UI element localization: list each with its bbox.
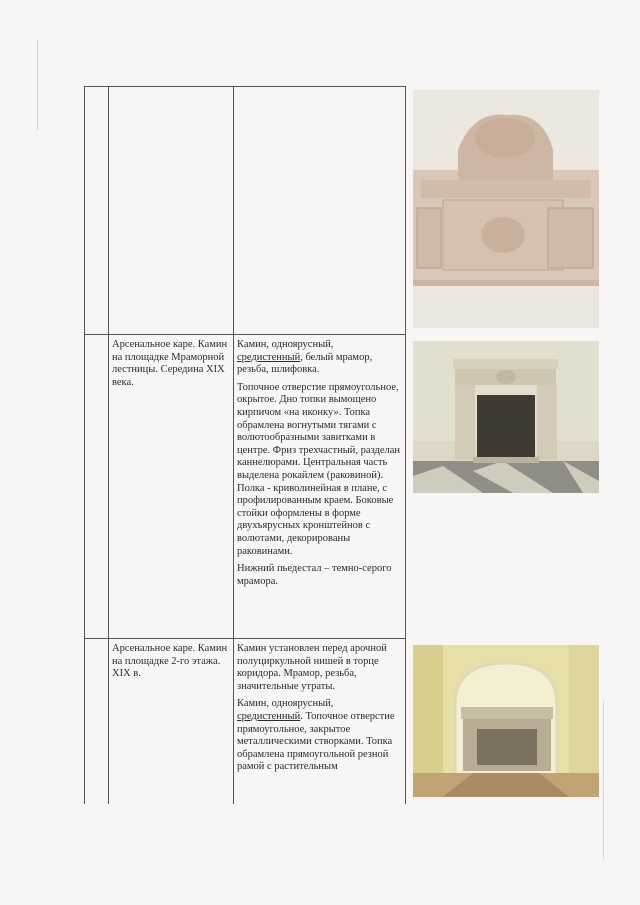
scan-artifact-line — [37, 40, 38, 130]
text-fragment: Камин, одноярусный, — [237, 339, 334, 350]
table-col-divider — [108, 86, 109, 804]
table-row-divider — [84, 638, 406, 639]
text-fragment: . Топочное отверстие прямоугольное, закрытое металлическими створками. Топка обрамлена прямоугольной резной рамой с растительным — [237, 710, 395, 773]
fireplace-crown-detail-photo — [413, 90, 599, 328]
description-paragraph: Нижний пьедестал – темно-серого мрамора. — [237, 563, 392, 587]
row-location-text: Арсенальное каре. Камин на площадке Мраморной лестницы. Середина XIX века. — [112, 339, 228, 388]
underlined-term: средистенный — [237, 351, 301, 363]
text-fragment: Камин, одноярусный, — [237, 698, 334, 710]
table-col-divider — [405, 86, 406, 804]
table-border-top — [84, 86, 406, 87]
description-paragraph — [237, 339, 401, 377]
marble-fireplace-photo — [413, 341, 599, 493]
table-col-divider — [233, 86, 234, 804]
description-paragraph: Камин установлен перед арочной полуциркульной нишей в торце коридора. Мрамор, резьба, значительные утраты. — [237, 643, 387, 692]
description-paragraph: Топочное отверстие прямоугольное, окрытое. Дно топки вымощено кирпичом «на иконку». Топка обрамлена вогнутыми тягами с волютообразными завитками в центре. Фриз трехчастный, разделан каннелюрами. Центральная часть выделена рокайлем (раковиной). Полка - криволинейная в плане, с профилированным краем. Боковые стойки оформлены в форме двухъярусных кронштейнов с волютами, декорированы раковинами. — [237, 381, 401, 557]
arched-niche-fireplace-photo — [413, 645, 599, 797]
table-border-left — [84, 86, 85, 804]
row-description — [237, 643, 401, 779]
text-fragment: , белый мрамор, резьба, шлифовка. — [237, 351, 373, 376]
row-description — [237, 339, 401, 593]
row-location-text: Арсенальное каре. Камин на площадке 2-го этажа. XIX в. — [112, 643, 228, 680]
underlined-term: средистенный — [237, 710, 301, 722]
table-row-divider — [84, 334, 406, 335]
description-paragraph — [237, 698, 401, 774]
scan-artifact-line — [603, 700, 604, 860]
